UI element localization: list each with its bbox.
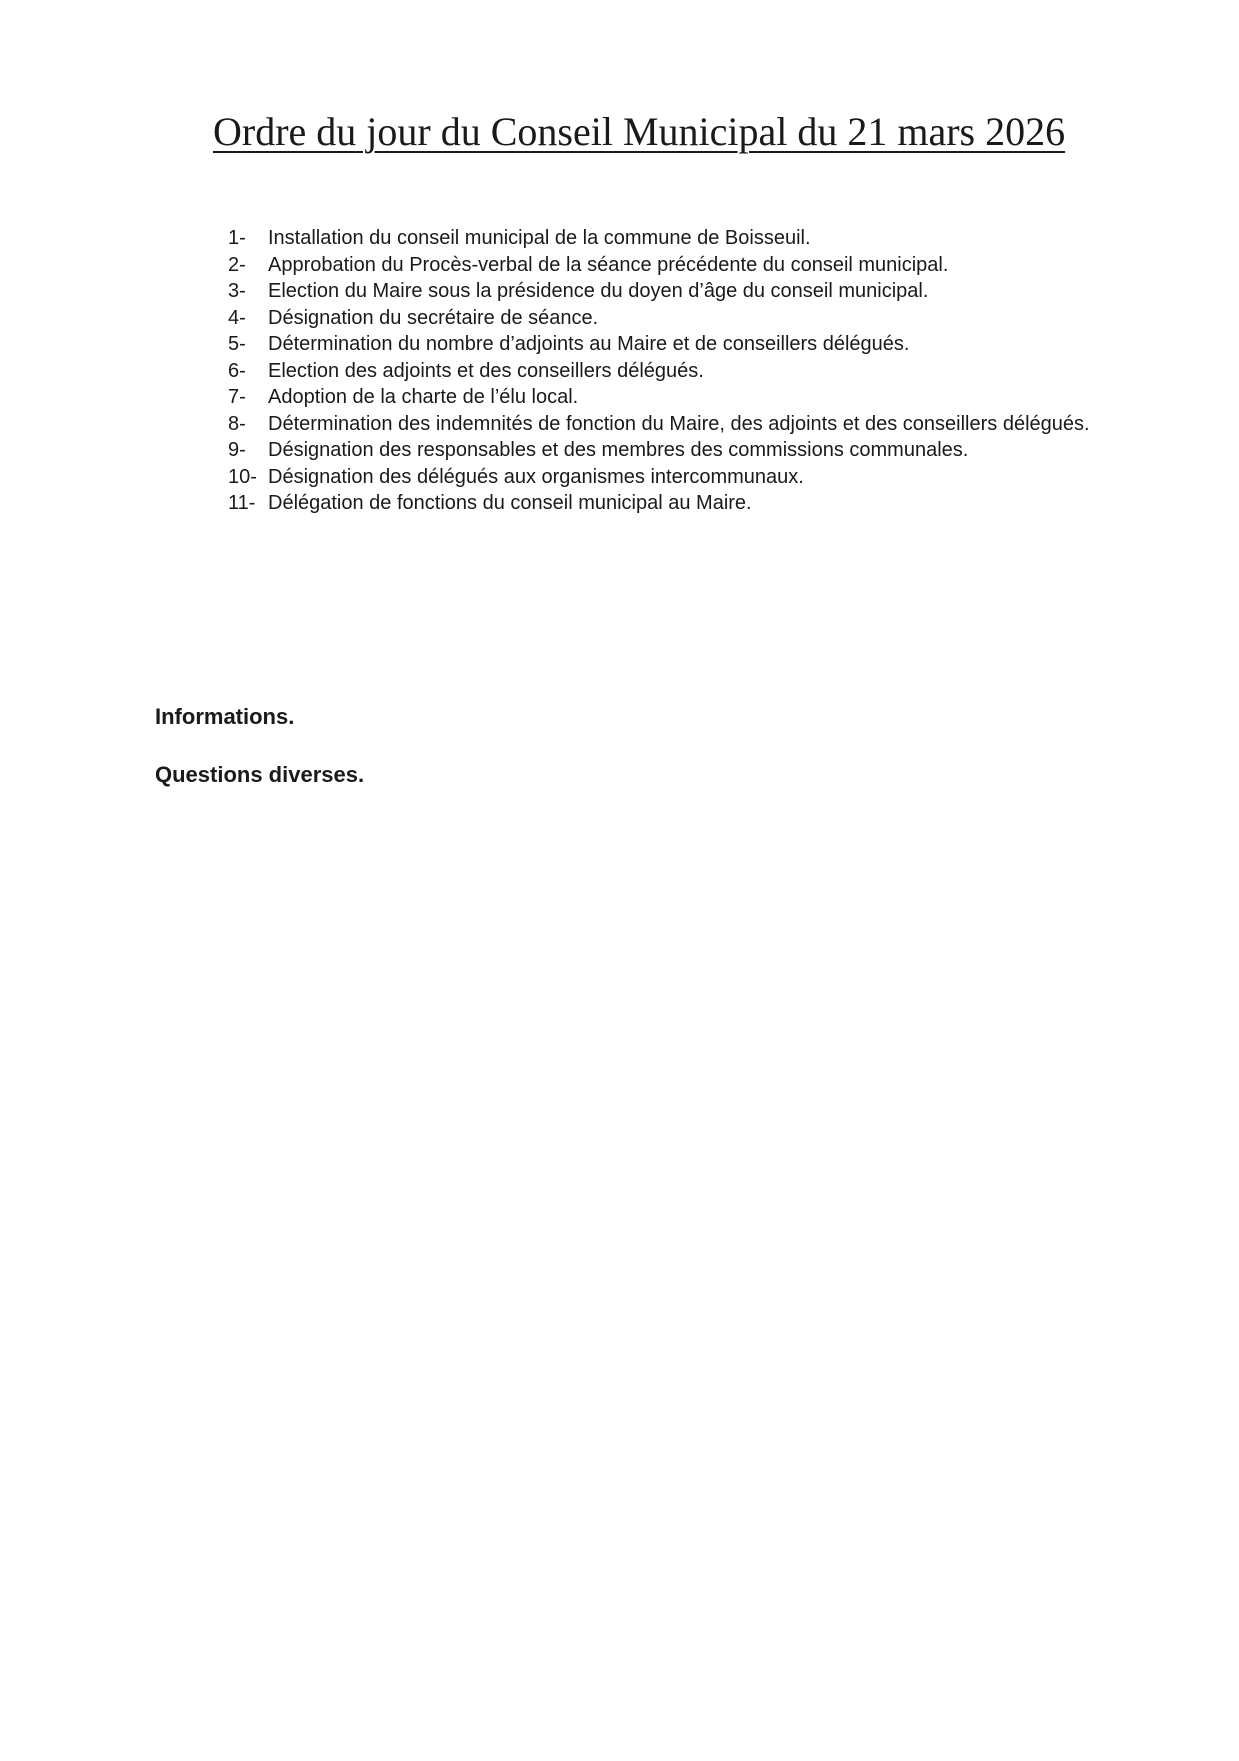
agenda-item bbox=[228, 331, 1108, 358]
agenda-item-text: Détermination des indemnités de fonction du Maire, des adjoints et des conseillers délégués. bbox=[268, 412, 1090, 435]
agenda-item bbox=[228, 358, 1108, 385]
agenda-item-text: Délégation de fonctions du conseil municipal au Maire. bbox=[268, 492, 752, 514]
agenda-item bbox=[228, 411, 1108, 438]
agenda-item-text: Désignation du secrétaire de séance. bbox=[268, 306, 599, 329]
agenda-item bbox=[228, 252, 1108, 279]
agenda-item-number: 9- bbox=[228, 439, 246, 461]
agenda-item-text: Approbation du Procès-verbal de la séance précédente du conseil municipal. bbox=[268, 253, 949, 276]
agenda-item-text: Election du Maire sous la présidence du doyen d’âge du conseil municipal. bbox=[268, 280, 929, 302]
agenda-item-text: Installation du conseil municipal de la commune de Boisseuil. bbox=[268, 227, 811, 249]
agenda-item bbox=[228, 305, 1108, 332]
agenda-item-number: 2- bbox=[228, 253, 246, 276]
agenda-item-text: Détermination du nombre d’adjoints au Maire et de conseillers délégués. bbox=[268, 333, 910, 355]
agenda-item bbox=[228, 437, 1108, 464]
agenda-item-text: Désignation des responsables et des membres des commissions communales. bbox=[268, 439, 969, 461]
agenda-item bbox=[228, 225, 1108, 252]
agenda-item bbox=[228, 490, 1108, 517]
agenda-list bbox=[228, 225, 1108, 517]
agenda-item-number: 4- bbox=[228, 306, 246, 329]
agenda-item-number: 1- bbox=[228, 227, 246, 249]
agenda-item-number: 10- bbox=[228, 465, 257, 488]
informations-heading: Informations. bbox=[155, 704, 295, 729]
agenda-item bbox=[228, 384, 1108, 411]
agenda-item-text: Election des adjoints et des conseillers délégués. bbox=[268, 359, 704, 382]
agenda-item bbox=[228, 464, 1108, 491]
agenda-item-number: 5- bbox=[228, 333, 246, 355]
page-title: Ordre du jour du Conseil Municipal du 21 mars 2026 bbox=[213, 109, 1066, 154]
agenda-item-number: 7- bbox=[228, 386, 246, 408]
agenda-item-number: 8- bbox=[228, 412, 246, 435]
agenda-item-text: Adoption de la charte de l’élu local. bbox=[268, 386, 579, 408]
agenda-item bbox=[228, 278, 1108, 305]
agenda-item-number: 3- bbox=[228, 280, 246, 302]
agenda-item-number: 6- bbox=[228, 359, 246, 382]
agenda-item-text: Désignation des délégués aux organismes intercommunaux. bbox=[268, 465, 804, 488]
questions-diverses-heading: Questions diverses. bbox=[155, 762, 365, 787]
agenda-item-number: 11- bbox=[228, 492, 256, 514]
